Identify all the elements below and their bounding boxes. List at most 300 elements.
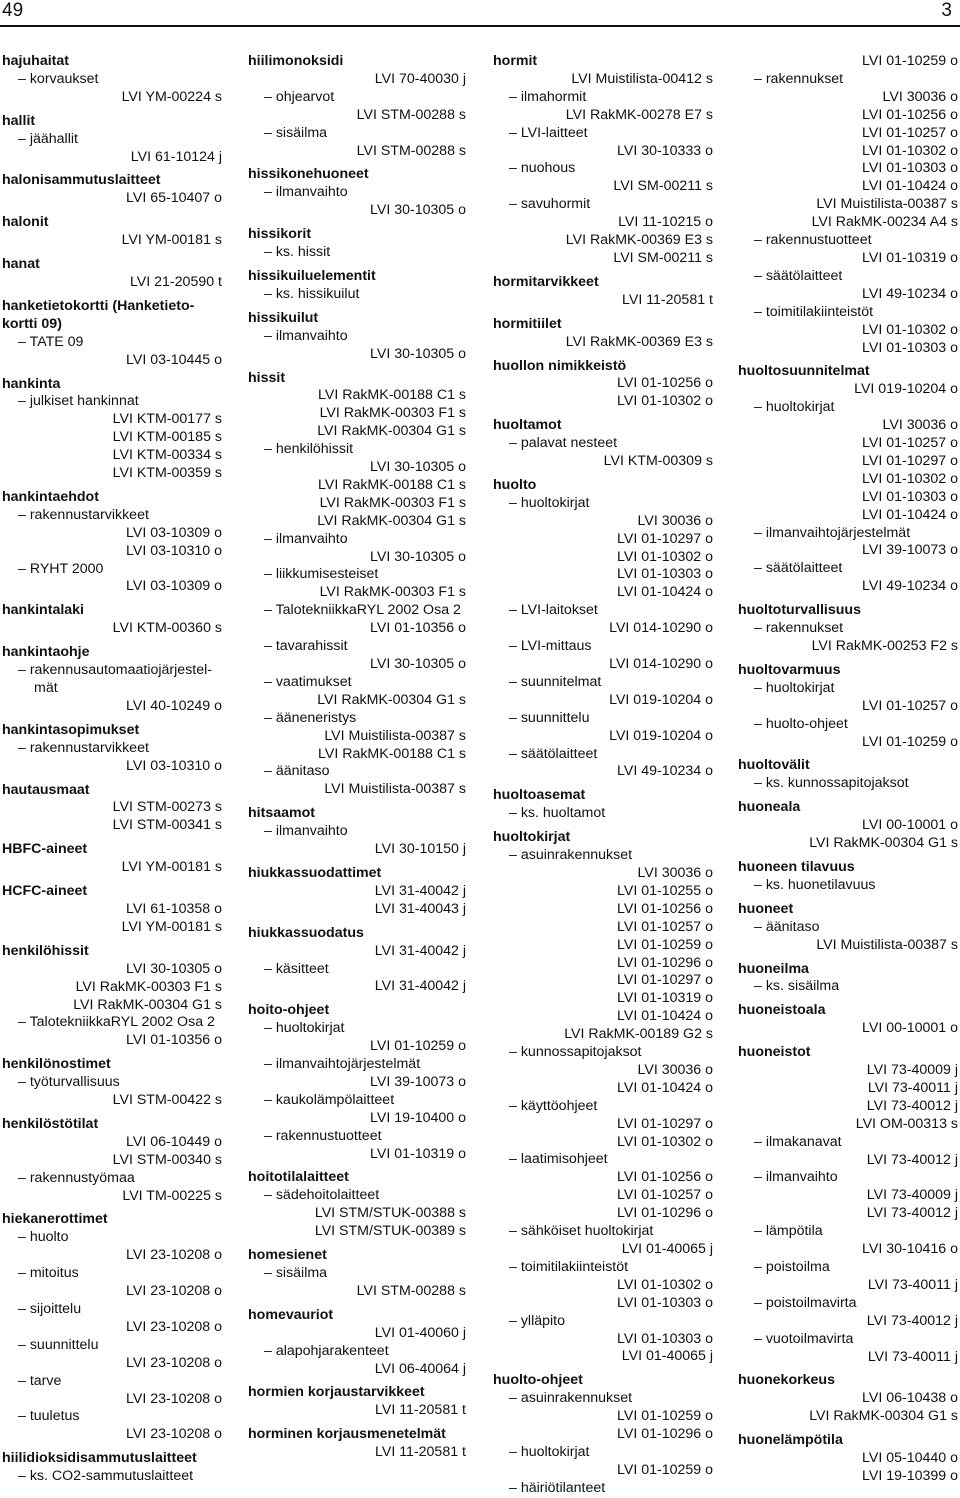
index-reference: LVI 06-10449 o: [126, 1133, 222, 1150]
index-reference: LVI 01-10297 o: [617, 1115, 713, 1132]
index-column-4: [738, 53, 958, 1486]
index-subentry: – rakennustarvikkeet: [18, 506, 149, 523]
index-heading: halonisammutuslaitteet: [2, 172, 161, 189]
index-subentry: – kaukolämpölaitteet: [264, 1091, 395, 1108]
index-heading: huoneistoala: [738, 1002, 826, 1019]
index-subentry: – ilmanvaihto: [264, 823, 348, 840]
index-subentry: – tuuletus: [18, 1408, 80, 1425]
index-subentry: – toimitilakiinteistöt: [509, 1258, 629, 1275]
index-subentry: – äänitaso: [754, 918, 820, 935]
index-subentry: – huolto-ohjeet: [754, 715, 848, 732]
index-reference: LVI 01-10256 o: [862, 106, 958, 123]
index-subentry: – säätölaitteet: [754, 560, 843, 577]
index-reference: LVI RakMK-00188 C1 s: [318, 387, 466, 404]
index-subentry: – rakennustuotteet: [264, 1127, 382, 1144]
index-subentry: – ilmanvaihtojärjestelmät: [264, 1056, 421, 1073]
index-subentry: – säätölaitteet: [754, 267, 843, 284]
index-subentry: – palavat nesteet: [509, 435, 618, 452]
index-reference: LVI 01-10297 o: [617, 972, 713, 989]
index-subentry: – huoltokirjat: [509, 494, 590, 511]
index-reference: LVI 03-10309 o: [126, 524, 222, 541]
index-reference: LVI YM-00181 s: [121, 232, 222, 249]
index-heading: hormien korjaustarvikkeet: [248, 1384, 425, 1401]
index-reference: LVI 49-10234 o: [862, 578, 958, 595]
index-subentry: – huoltokirjat: [509, 1443, 590, 1460]
index-reference: LVI RakMK-00369 E3 s: [565, 232, 713, 249]
index-reference: LVI RakMK-00304 G1 s: [317, 691, 466, 708]
index-reference: LVI 30-10305 o: [370, 459, 466, 476]
index-subentry: – ylläpito: [509, 1312, 565, 1329]
index-reference: LVI RakMK-00369 E3 s: [565, 333, 713, 350]
index-reference: LVI RakMK-00189 G2 s: [564, 1026, 713, 1043]
index-reference: LVI Muistilista-00412 s: [571, 70, 713, 87]
index-reference: LVI 11-20581 t: [375, 1444, 466, 1461]
index-subentry: – sisäilma: [264, 1265, 328, 1281]
index-reference: LVI 73-40012 j: [866, 1312, 958, 1329]
index-reference: LVI 70-40030 j: [374, 70, 466, 87]
index-reference: LVI 23-10208 o: [126, 1390, 222, 1407]
index-reference: LVI STM-00288 s: [356, 1282, 466, 1299]
index-reference: LVI STM/STUK-00388 s: [314, 1205, 466, 1222]
index-heading: huoneilma: [738, 960, 809, 977]
index-reference: LVI 01-40065 j: [621, 1348, 713, 1365]
index-heading: hiilidioksidisammutuslaitteet: [2, 1450, 197, 1467]
index-reference: LVI 01-10302 o: [617, 1276, 713, 1293]
index-reference: LVI 01-10424 o: [862, 178, 958, 195]
index-heading: horminen korjausmenetelmät: [248, 1426, 446, 1443]
index-subentry: – ilmanvaihtojärjestelmät: [754, 524, 911, 541]
index-reference: LVI 73-40009 j: [866, 1187, 958, 1204]
index-reference: LVI 23-10208 o: [126, 1283, 222, 1300]
index-subentry: – toimitilakiinteistöt: [754, 303, 874, 320]
index-reference: LVI 01-10302 o: [617, 393, 713, 410]
index-reference: LVI RakMK-00188 C1 s: [318, 745, 466, 762]
index-subentry: – säätölaitteet: [509, 745, 598, 762]
index-subentry: – henkilöhissit: [264, 441, 354, 458]
index-heading: hankintaohje: [2, 644, 90, 661]
index-subentry: – käsitteet: [264, 960, 329, 977]
index-reference: LVI 73-40011 j: [867, 1348, 958, 1365]
index-subentry: – rakennustuotteet: [754, 232, 872, 249]
index-heading: hissikorit: [248, 226, 312, 243]
index-subentry: – ilmahormit: [509, 88, 587, 105]
index-reference: LVI 73-40012 j: [866, 1097, 958, 1114]
index-reference: LVI RakMK-00278 E7 s: [565, 106, 713, 123]
index-subentry: – tarve: [18, 1372, 62, 1389]
index-subentry: – LVI-laitokset: [509, 602, 598, 619]
index-subentry: – rakennukset: [754, 70, 844, 87]
index-subentry: – TATE 09: [18, 333, 84, 350]
index-subentry: – tavarahissit: [264, 638, 348, 655]
index-heading: halonit: [2, 214, 49, 231]
index-reference: LVI 01-10256 o: [617, 1169, 713, 1186]
index-reference: LVI 01-10424 o: [617, 1079, 713, 1096]
index-reference: LVI 01-10255 o: [617, 882, 713, 899]
index-reference: LVI RakMK-00304 G1 s: [809, 1408, 958, 1425]
index-reference: LVI OM-00313 s: [855, 1115, 958, 1132]
index-reference: LVI 30036 o: [637, 864, 713, 881]
index-reference: LVI 014-10290 o: [609, 656, 713, 672]
index-heading: hoitotilalaitteet: [248, 1169, 349, 1186]
index-reference: LVI 01-10319 o: [862, 249, 958, 266]
index-subentry: – huoltokirjat: [264, 1020, 345, 1037]
index-heading: HBFC-aineet: [2, 841, 88, 858]
index-reference: LVI 01-10302 o: [617, 1133, 713, 1150]
index-subentry: – kunnossapitojaksot: [509, 1044, 642, 1061]
index-reference: LVI STM-00340 s: [112, 1151, 222, 1168]
page-number-left: 49: [2, 0, 24, 21]
index-reference: LVI Muistilista-00387 s: [816, 196, 958, 213]
index-reference: LVI YM-00224 s: [121, 88, 222, 105]
index-heading: huoltovälit: [738, 757, 810, 774]
index-subentry: – vuotoilmavirta: [754, 1330, 854, 1347]
index-heading: hanketietokortti (Hanketieto-: [2, 297, 195, 314]
index-heading: huoltoasemat: [493, 787, 586, 804]
index-subentry: – suunnittelu: [18, 1336, 99, 1353]
index-subentry: – käyttöohjeet: [509, 1097, 598, 1114]
index-reference: LVI 23-10208 o: [126, 1426, 222, 1443]
index-heading: henkilöhissit: [2, 942, 89, 959]
index-subentry: – alapohjarakenteet: [264, 1342, 389, 1359]
index-subentry: – ilmanvaihto: [264, 327, 348, 344]
index-heading: huolto: [493, 476, 537, 493]
index-subentry: – ilmakanavat: [754, 1133, 842, 1150]
index-reference: LVI 01-10257 o: [862, 124, 958, 141]
index-reference: LVI 23-10208 o: [126, 1318, 222, 1335]
index-heading: hankintasopimukset: [2, 721, 140, 738]
index-subentry: – LVI-laitteet: [509, 124, 588, 141]
index-reference: LVI 23-10208 o: [126, 1354, 222, 1371]
index-subentry: – mitoitus: [18, 1265, 79, 1282]
index-heading: hoito-ohjeet: [248, 1002, 330, 1019]
index-subentry: – ks. kunnossapitojaksot: [754, 775, 909, 792]
index-reference: LVI 30036 o: [637, 1061, 713, 1078]
index-reference: LVI 01-10319 o: [617, 990, 713, 1007]
index-reference: LVI 01-10256 o: [617, 375, 713, 392]
index-reference: LVI 019-10204 o: [609, 727, 713, 744]
index-heading: henkilönostimet: [2, 1056, 111, 1073]
index-subentry: – savuhormit: [509, 196, 591, 213]
index-reference: LVI 01-10303 o: [617, 566, 713, 583]
index-heading: hormitiilet: [493, 315, 562, 332]
index-reference: LVI 30-10305 o: [370, 548, 466, 565]
index-reference: LVI 00-10001 o: [862, 1020, 958, 1037]
index-subentry: – suunnittelu: [509, 709, 590, 726]
index-reference: LVI 01-10257 o: [617, 918, 713, 935]
index-reference: LVI 019-10204 o: [854, 381, 958, 398]
index-heading: hormit: [493, 53, 538, 69]
index-subentry: – nuohous: [509, 160, 576, 177]
index-reference: LVI 01-10296 o: [617, 1426, 713, 1443]
index-subentry: – rakennusautomaatiojärjestel-: [18, 662, 213, 679]
index-reference: LVI 19-10399 o: [862, 1467, 958, 1484]
index-subentry: – liikkumisesteiset: [264, 566, 379, 583]
index-subentry: – ilmanvaihto: [264, 530, 348, 547]
index-reference: LVI 01-40060 j: [374, 1324, 466, 1341]
index-reference: LVI 01-10297 o: [862, 452, 958, 469]
index-subentry: – julkiset hankinnat: [18, 393, 139, 410]
index-reference: LVI YM-00181 s: [121, 918, 222, 935]
index-reference: LVI 73-40009 j: [866, 1062, 958, 1079]
index-reference: LVI 49-10234 o: [617, 763, 713, 780]
index-reference: LVI 01-10302 o: [862, 142, 958, 159]
index-reference: LVI RakMK-00304 G1 s: [809, 835, 958, 852]
index-reference: LVI 31-40042 j: [374, 978, 466, 995]
header-rule: [0, 25, 960, 27]
index-reference: LVI 31-40043 j: [374, 900, 466, 917]
index-reference: LVI RakMK-00303 F1 s: [319, 494, 466, 511]
index-subentry: – rakennustyömaa: [18, 1169, 135, 1186]
index-heading: huonekorkeus: [738, 1372, 835, 1389]
index-reference: LVI 31-40042 j: [374, 942, 466, 959]
index-heading: huoltokirjat: [493, 829, 571, 846]
index-reference: LVI 30-10150 j: [374, 841, 466, 858]
index-subentry: – jäähallit: [18, 130, 78, 147]
index-subentry: – huolto: [18, 1229, 69, 1246]
index-reference: LVI RakMK-00304 G1 s: [317, 512, 466, 529]
index-reference: LVI STM-00288 s: [356, 142, 466, 159]
index-reference: LVI 30-10305 o: [126, 960, 222, 977]
index-reference: LVI 01-10303 o: [862, 160, 958, 177]
index-reference: LVI 11-20581 t: [622, 291, 713, 308]
index-reference: LVI 06-40064 j: [374, 1360, 466, 1377]
index-reference: LVI 11-20581 t: [375, 1402, 466, 1419]
index-reference: LVI 73-40012 j: [866, 1151, 958, 1168]
index-heading: huoneistot: [738, 1044, 811, 1061]
index-reference: LVI STM-00422 s: [112, 1092, 222, 1109]
index-reference: LVI 61-10358 o: [126, 900, 222, 917]
index-heading: huollon nimikkeistö: [493, 357, 627, 374]
index-subentry: – ks. hissit: [264, 244, 331, 261]
index-reference: LVI RakMK-00304 G1 s: [317, 423, 466, 440]
index-subentry: – ääneneristys: [264, 709, 357, 726]
index-subentry: – rakennukset: [754, 620, 844, 637]
index-subentry: – asuinrakennukset: [509, 847, 633, 864]
index-reference: LVI 30-10305 o: [370, 202, 466, 219]
index-reference: LVI 01-10257 o: [862, 435, 958, 452]
index-heading: hiukkassuodatus: [248, 924, 364, 941]
index-subentry: – ohjearvot: [264, 88, 335, 105]
index-reference: LVI 01-10257 o: [862, 697, 958, 714]
index-reference: LVI TM-00225 s: [122, 1187, 222, 1204]
index-reference: LVI 00-10001 o: [862, 817, 958, 834]
index-reference: LVI 01-10259 o: [617, 936, 713, 953]
index-subentry: – TalotekniikkaRYL 2002 Osa 2: [264, 602, 461, 619]
index-heading: hitsaamot: [248, 805, 316, 822]
index-reference: LVI 01-10259 o: [862, 53, 958, 69]
index-reference: LVI 19-10400 o: [370, 1109, 466, 1126]
index-reference: LVI 03-10445 o: [126, 351, 222, 368]
index-reference: LVI RakMK-00303 F1 s: [75, 978, 222, 995]
index-reference: LVI KTM-00185 s: [112, 429, 222, 446]
index-reference: LVI 30036 o: [637, 512, 713, 529]
index-reference: LVI 01-10319 o: [370, 1145, 466, 1162]
index-heading: hissikuiluelementit: [248, 267, 376, 284]
index-heading: hankintalaki: [2, 602, 85, 619]
index-reference: LVI 49-10234 o: [862, 285, 958, 302]
index-reference: LVI YM-00181 s: [121, 859, 222, 876]
index-reference: LVI 73-40011 j: [867, 1276, 958, 1293]
index-heading: hankinta: [2, 375, 61, 392]
index-reference: LVI 01-10424 o: [862, 506, 958, 523]
index-heading: huoltoturvallisuus: [738, 602, 861, 619]
index-reference: LVI STM-00273 s: [112, 799, 222, 816]
index-heading: hajuhaitat: [2, 53, 70, 69]
index-subentry: – työturvallisuus: [18, 1074, 120, 1091]
index-heading: huolto-ohjeet: [493, 1372, 583, 1389]
index-subentry: – ks. CO2-sammutuslaitteet: [18, 1468, 194, 1485]
index-heading: hankintaehdot: [2, 488, 99, 505]
index-heading: huoneet: [738, 900, 794, 917]
index-subentry: – ilmanvaihto: [754, 1169, 838, 1186]
index-reference: LVI 01-10302 o: [617, 548, 713, 565]
index-reference: LVI 03-10310 o: [126, 542, 222, 559]
index-reference: LVI 06-10438 o: [862, 1390, 958, 1407]
index-reference: LVI 01-10424 o: [617, 584, 713, 601]
index-reference: LVI 23-10208 o: [126, 1247, 222, 1264]
index-reference: LVI 01-10302 o: [862, 321, 958, 338]
index-subentry: – äänitaso: [264, 763, 330, 780]
index-reference: LVI 05-10440 o: [862, 1450, 958, 1467]
index-subentry: – rakennustarvikkeet: [18, 739, 149, 756]
index-heading: huoltovarmuus: [738, 661, 841, 678]
index-reference: LVI Muistilista-00387 s: [324, 727, 466, 744]
index-reference: LVI RakMK-00304 G1 s: [73, 996, 222, 1013]
index-subentry: – ilmanvaihto: [264, 184, 348, 201]
index-heading: HCFC-aineet: [2, 883, 88, 900]
index-heading: hissikonehuoneet: [248, 166, 369, 183]
index-subentry: – asuinrakennukset: [509, 1390, 633, 1407]
index-column-3: [493, 53, 713, 1498]
index-reference: LVI STM-00341 s: [112, 817, 222, 834]
index-reference: LVI 019-10204 o: [609, 691, 713, 708]
index-reference: LVI 30-10416 o: [862, 1241, 958, 1258]
index-reference: LVI Muistilista-00387 s: [324, 781, 466, 798]
index-reference: LVI 014-10290 o: [609, 620, 713, 637]
index-subentry: – häiriötilanteet: [509, 1479, 606, 1496]
index-subentry: – sijoittelu: [18, 1301, 82, 1317]
index-reference: LVI RakMK-00253 F2 s: [811, 638, 958, 654]
index-reference: LVI 01-10303 o: [617, 1294, 713, 1311]
index-heading: hallit: [2, 112, 36, 129]
index-reference: LVI 01-10259 o: [370, 1038, 466, 1055]
index-heading: huoltosuunnitelmat: [738, 363, 870, 380]
index-reference: LVI KTM-00334 s: [112, 447, 222, 464]
index-reference: LVI 30036 o: [882, 417, 958, 434]
index-reference: LVI 39-10073 o: [862, 542, 958, 559]
index-reference: LVI SM-00211 s: [613, 178, 713, 195]
index-heading: homevauriot: [248, 1306, 334, 1323]
index-heading: hautausmaat: [2, 781, 90, 798]
index-subentry: – ks. huonetilavuus: [754, 876, 876, 893]
index-subentry: – huoltokirjat: [754, 679, 835, 696]
index-heading: hormitarvikkeet: [493, 273, 599, 290]
index-reference: LVI 73-40011 j: [867, 1079, 958, 1096]
index-reference: LVI 01-10303 o: [862, 339, 958, 356]
index-subentry: – LVI-mittaus: [509, 638, 592, 655]
index-heading: hiilimonoksidi: [248, 53, 344, 69]
index-reference: LVI 73-40012 j: [866, 1205, 958, 1222]
index-reference: LVI 65-10407 o: [126, 190, 222, 207]
index-subentry: – poistoilmavirta: [754, 1294, 857, 1311]
index-reference: LVI 01-10303 o: [862, 488, 958, 505]
index-heading: huonelämpötila: [738, 1432, 843, 1449]
index-heading: huoneala: [738, 799, 801, 816]
index-subentry: – lämpötila: [754, 1223, 823, 1240]
index-reference: LVI 30-10305 o: [370, 656, 466, 672]
index-reference: LVI 01-10297 o: [617, 530, 713, 547]
index-reference: LVI STM-00288 s: [356, 106, 466, 123]
index-subentry: – korvaukset: [18, 70, 99, 87]
index-reference: LVI 01-10424 o: [617, 1008, 713, 1025]
index-subentry: – suunnitelmat: [509, 673, 602, 690]
index-heading: hissikuilut: [248, 309, 319, 326]
index-reference: LVI RakMK-00188 C1 s: [318, 476, 466, 493]
index-reference: LVI 01-10356 o: [370, 620, 466, 637]
index-reference: LVI KTM-00360 s: [112, 620, 222, 637]
index-subentry-continuation: mät: [34, 680, 58, 696]
index-reference: LVI 01-10302 o: [862, 470, 958, 487]
index-heading: hiukkassuodattimet: [248, 864, 382, 881]
index-reference: LVI 01-10356 o: [126, 1032, 222, 1049]
index-reference: LVI KTM-00359 s: [112, 465, 222, 482]
index-subentry: – vaatimukset: [264, 673, 352, 690]
index-reference: LVI Muistilista-00387 s: [816, 936, 958, 953]
index-subentry: – sädehoitolaitteet: [264, 1187, 380, 1204]
index-reference: LVI RakMK-00303 F1 s: [319, 405, 466, 422]
index-subentry: – poistoilma: [754, 1259, 830, 1275]
index-reference: LVI 03-10310 o: [126, 757, 222, 774]
index-subentry: – laatimisohjeet: [509, 1151, 608, 1168]
index-heading: huoneen tilavuus: [738, 858, 855, 875]
index-reference: LVI 03-10309 o: [126, 578, 222, 595]
index-reference: LVI 01-10259 o: [617, 1461, 713, 1478]
index-subentry: – sisäilma: [264, 124, 328, 141]
index-reference: LVI 01-10256 o: [617, 900, 713, 917]
index-heading: homesienet: [248, 1247, 327, 1264]
index-reference: LVI SM-00211 s: [613, 249, 713, 266]
index-reference: LVI 30-10305 o: [370, 345, 466, 362]
index-reference: LVI 01-10259 o: [862, 733, 958, 750]
index-reference: LVI 01-10296 o: [617, 1205, 713, 1222]
index-reference: LVI 01-10257 o: [617, 1187, 713, 1204]
index-reference: LVI 01-40065 j: [621, 1241, 713, 1257]
index-heading: hissit: [248, 369, 286, 386]
index-reference: LVI 01-10296 o: [617, 954, 713, 971]
index-column-1: [2, 53, 222, 1486]
index-reference: LVI 21-20590 t: [129, 273, 222, 290]
index-reference: LVI 39-10073 o: [370, 1073, 466, 1090]
index-reference: LVI RakMK-00234 A4 s: [811, 214, 958, 231]
index-reference: LVI RakMK-00303 F1 s: [319, 584, 466, 601]
index-reference: LVI 30-10333 o: [617, 142, 713, 159]
index-reference: LVI STM/STUK-00389 s: [314, 1223, 466, 1240]
index-reference: LVI 30036 o: [882, 88, 958, 105]
index-column-2: [248, 53, 466, 1462]
index-reference: LVI 31-40042 j: [374, 882, 466, 899]
index-heading: huoltamot: [493, 417, 562, 434]
index-subentry: – TalotekniikkaRYL 2002 Osa 2: [18, 1014, 215, 1031]
index-heading: henkilöstötilat: [2, 1115, 99, 1132]
index-reference: LVI 11-10215 o: [618, 214, 713, 231]
index-heading: hanat: [2, 256, 40, 273]
index-reference: LVI KTM-00309 s: [603, 453, 713, 470]
index-reference: LVI KTM-00177 s: [112, 411, 222, 428]
index-reference: LVI 01-10303 o: [617, 1330, 713, 1347]
index-heading-continuation: kortti 09): [2, 315, 62, 332]
index-subentry: – sähköiset huoltokirjat: [509, 1223, 654, 1240]
index-subentry: – ks. sisäilma: [754, 978, 840, 995]
